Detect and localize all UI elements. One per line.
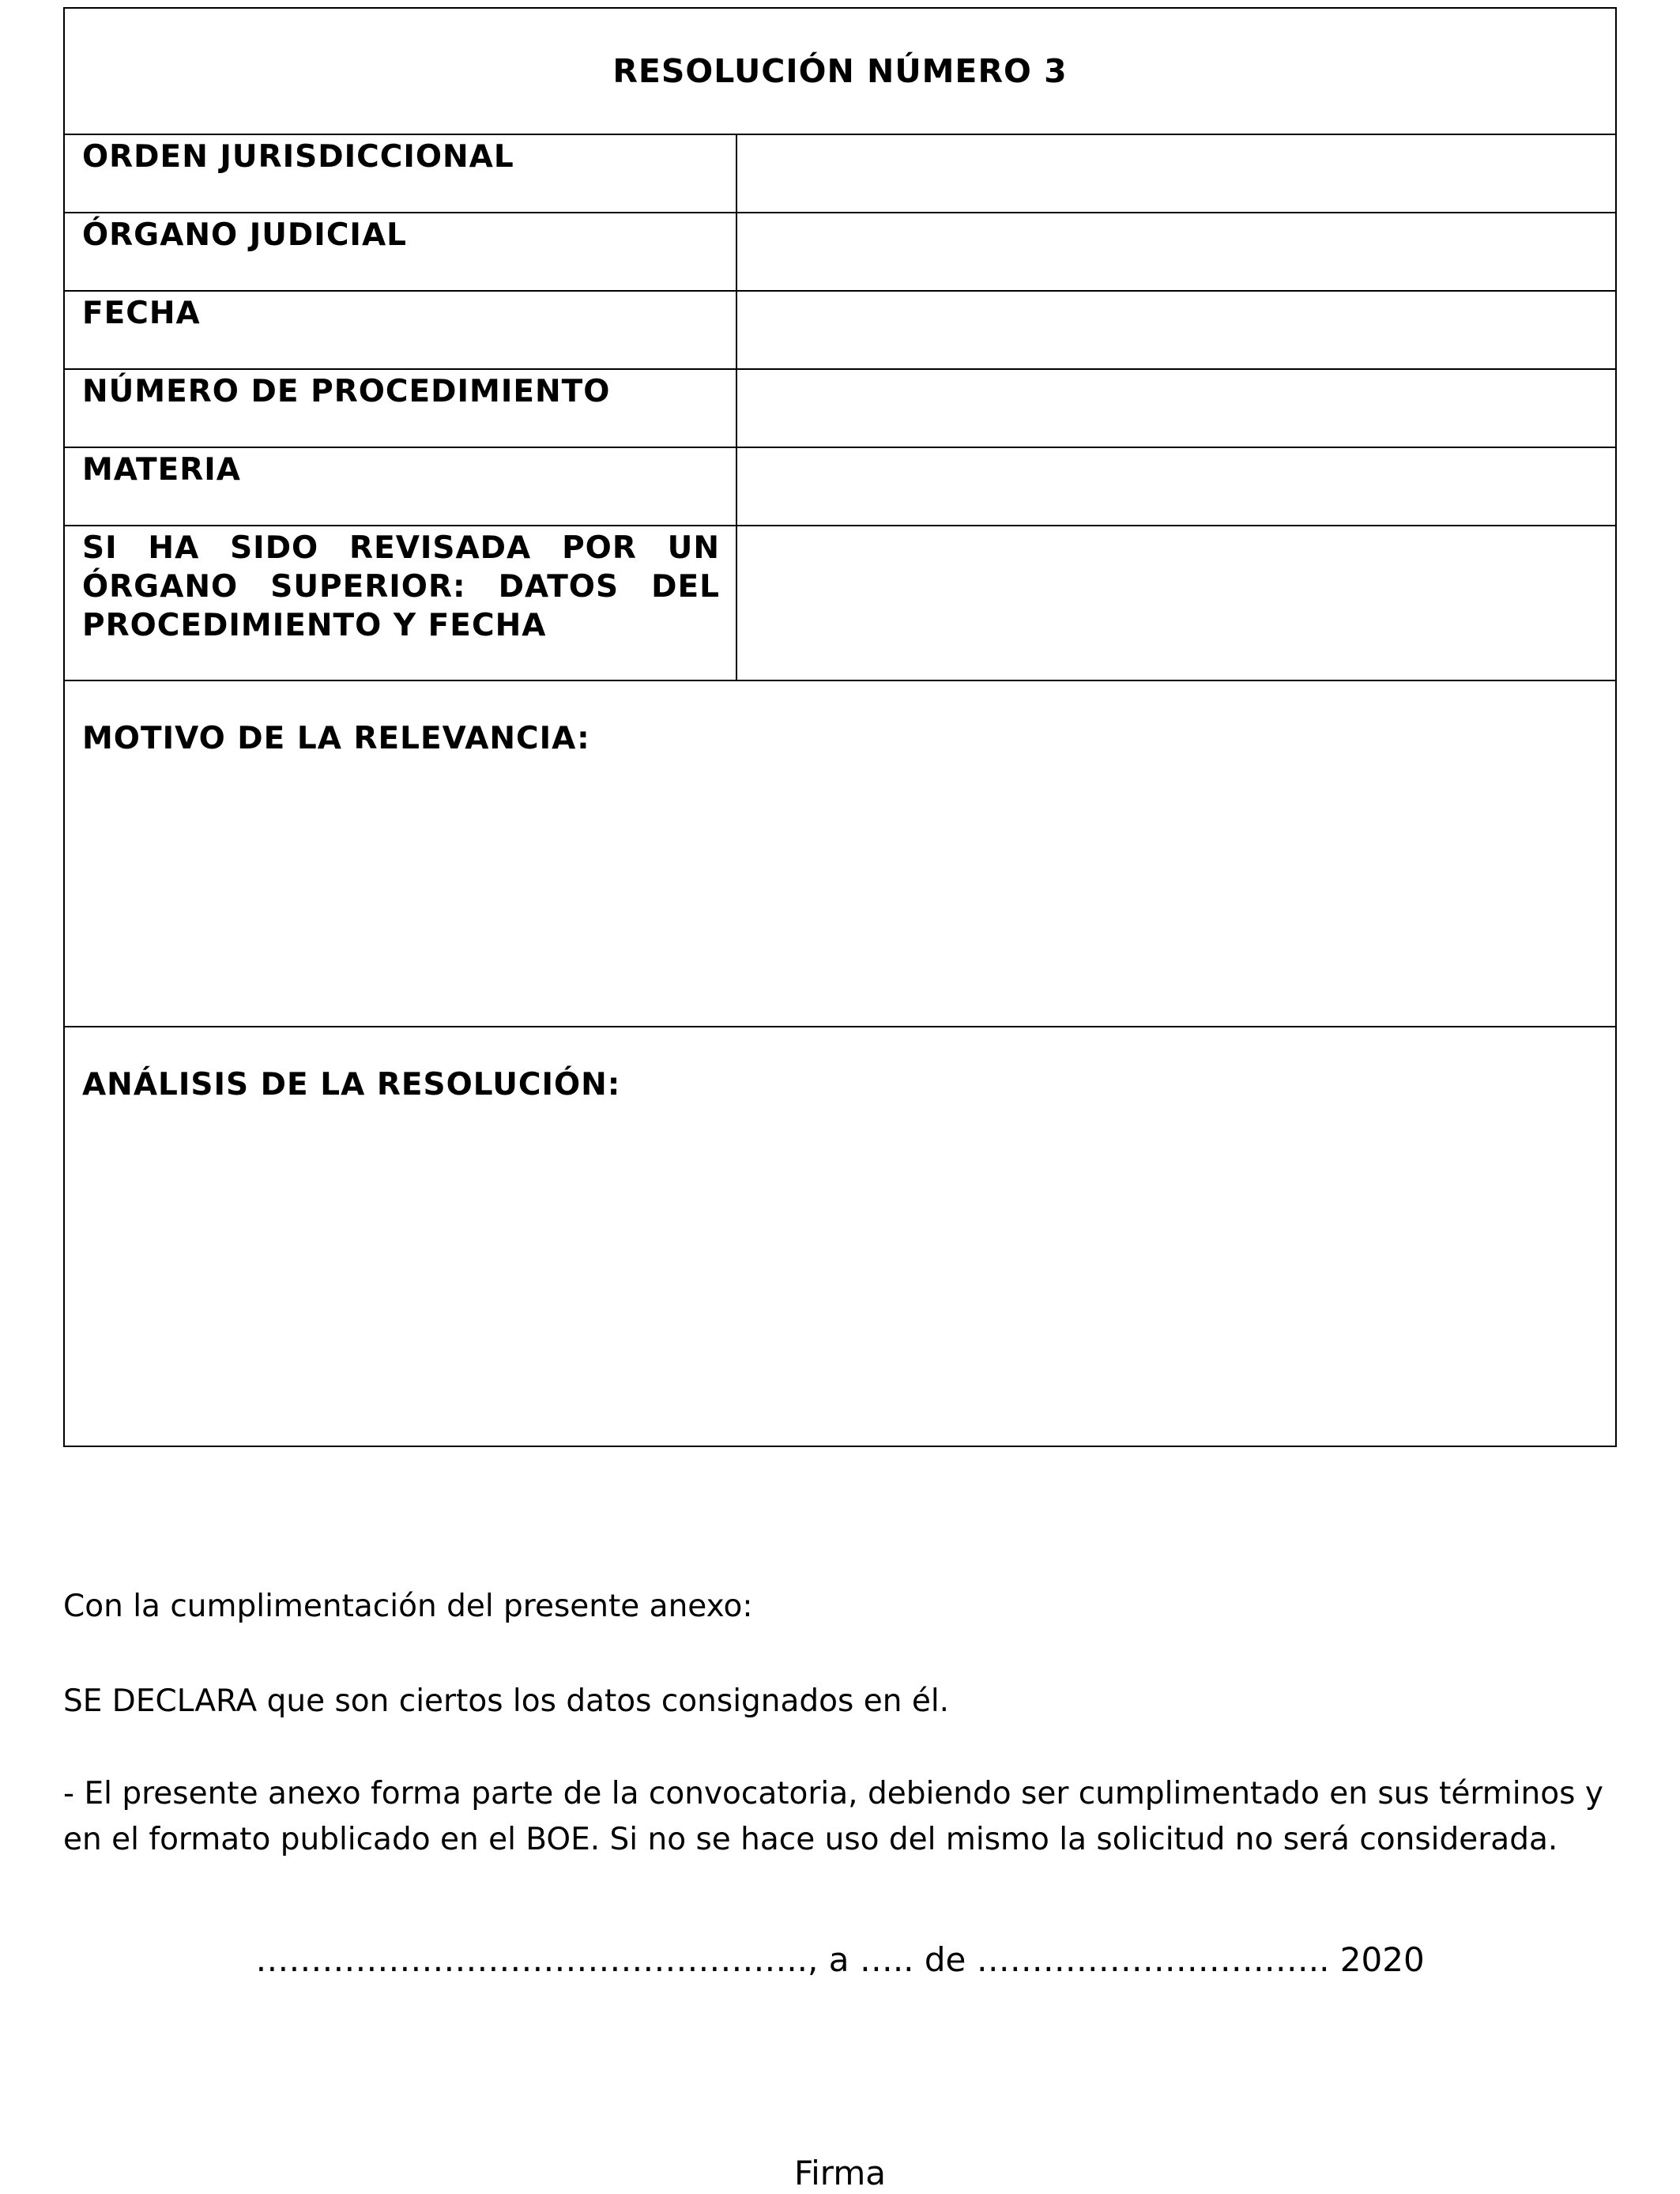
revision-superior-field[interactable] [737,526,1615,680]
motivo-relevancia-section[interactable] [65,681,1615,1027]
field-label: MATERIA [65,448,737,525]
field-row-numero-procedimiento [65,370,1615,448]
organo-judicial-field[interactable] [737,213,1615,290]
field-label: ORDEN JURISDICCIONAL [65,135,737,212]
materia-field[interactable] [737,448,1615,525]
fecha-field[interactable] [737,292,1615,368]
date-place-line: ………………………………………….., a ….. de ………………………….. 2020 [255,1940,1425,1979]
field-row-fecha [65,292,1615,370]
field-row-organo-judicial [65,213,1615,292]
numero-procedimiento-field[interactable] [737,370,1615,447]
field-row-revision-superior [65,526,1615,681]
field-row-orden-jurisdiccional [65,135,1615,213]
orden-jurisdiccional-field[interactable] [737,135,1615,212]
signature-label: Firma [794,2154,886,2192]
resolution-form-table [63,7,1617,1447]
form-title-row [65,9,1615,135]
field-label: SI HA SIDO REVISADA POR UN ÓRGANO SUPERIOR: DATOS DEL PROCEDIMIENTO Y FECHA [65,526,737,680]
field-label: ÓRGANO JUDICIAL [65,213,737,290]
field-label: NÚMERO DE PROCEDIMIENTO [65,370,737,447]
footer-declaration: SE DECLARA que son ciertos los datos consignados en él. [63,1683,950,1719]
section-label: MOTIVO DE LA RELEVANCIA: [82,721,590,756]
footer-note: - El presente anexo forma parte de la convocatoria, debiendo ser cumplimentado en sus términos y en el formato publicado en el BOE. Si no se hace uso del mismo la solicitud no será considerada. [63,1776,1603,1857]
field-label: FECHA [65,292,737,368]
field-row-materia [65,448,1615,526]
footer-intro: Con la cumplimentación del presente anexo: [63,1589,753,1624]
analisis-resolucion-section[interactable] [65,1027,1615,1446]
form-title: RESOLUCIÓN NÚMERO 3 [612,52,1068,90]
section-label: ANÁLISIS DE LA RESOLUCIÓN: [82,1067,621,1103]
